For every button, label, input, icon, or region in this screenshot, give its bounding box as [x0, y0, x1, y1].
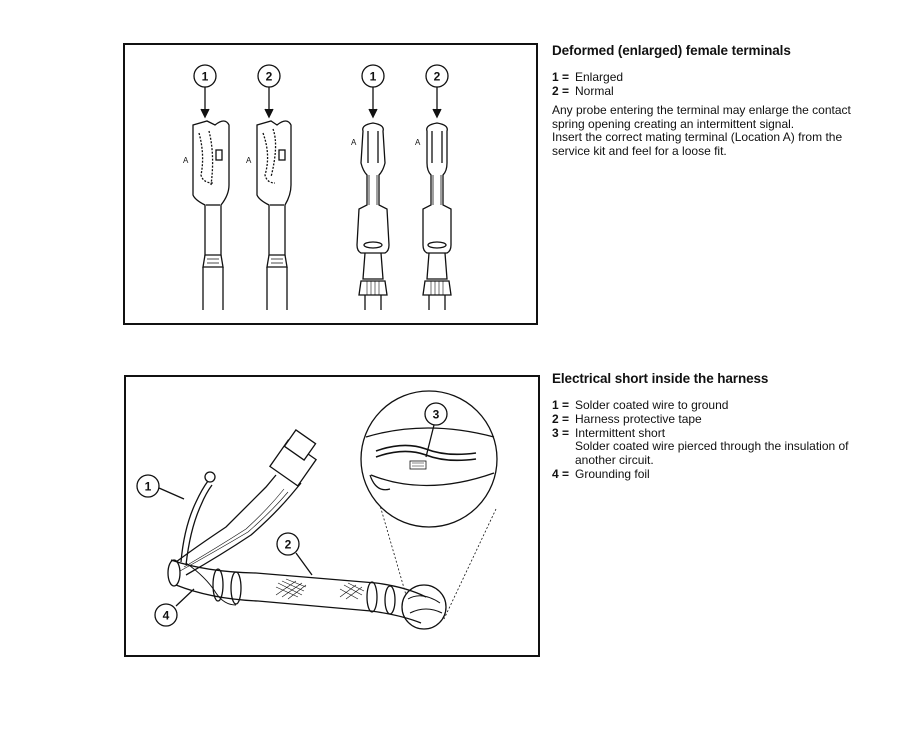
terminals-figure-panel [123, 43, 538, 325]
legend-number: 2 = [552, 412, 570, 426]
note-line: Any probe entering the terminal may enlarge the contact [552, 103, 851, 117]
location-a-label: A [183, 156, 189, 165]
location-a-label: A [415, 138, 421, 147]
svg-text:2: 2 [433, 69, 441, 84]
legend-label: Grounding foil [575, 467, 650, 481]
detail-line: another circuit. [575, 452, 654, 467]
note-line: service kit and feel for a loose fit. [552, 143, 727, 158]
callout-4 [155, 589, 194, 626]
callout-1 [137, 475, 184, 499]
legend-item [552, 467, 872, 481]
legend-item [552, 70, 872, 84]
callout-1-right [362, 65, 384, 117]
note-line: Insert the correct mating terminal (Location A) from the [552, 130, 843, 144]
terminal-front-normal [423, 123, 451, 310]
legend-number: 3 = [552, 426, 570, 440]
svg-text:1: 1 [144, 479, 152, 494]
legend-label: Solder coated wire to ground [575, 398, 729, 412]
section-harness-short [552, 372, 872, 481]
legend-number: 2 = [552, 84, 570, 98]
terminals-illustration [125, 45, 536, 323]
legend-item [552, 412, 872, 426]
note-line: spring opening creating an intermittent signal. [552, 116, 795, 131]
section-deformed-terminals [552, 44, 872, 158]
callout-2-left [258, 65, 280, 117]
terminal-front-enlarged [357, 123, 389, 310]
legend-number: 1 = [552, 398, 570, 412]
legend-label: Harness protective tape [575, 412, 702, 426]
detail-line: Solder coated wire pierced through the insulation of [575, 439, 849, 453]
location-a-label: A [246, 156, 252, 165]
legend-list [552, 398, 872, 440]
harness-figure-panel [124, 375, 540, 657]
legend-item [552, 426, 872, 440]
legend-label: Intermittent short [575, 426, 666, 440]
section-title: Deformed (enlarged) female terminals [552, 43, 791, 58]
svg-text:2: 2 [265, 69, 273, 84]
instruction-note [552, 104, 872, 158]
harness-main-tube [168, 560, 426, 623]
detail-loupe [402, 585, 446, 629]
location-a-label: A [351, 138, 357, 147]
svg-text:1: 1 [201, 69, 209, 84]
section-title: Electrical short inside the harness [552, 371, 769, 386]
legend-list [552, 70, 872, 98]
callout-2 [277, 533, 312, 575]
legend-item [552, 84, 872, 98]
callout-1-left [194, 65, 216, 117]
legend-label: Enlarged [575, 70, 624, 84]
callout-2-right [426, 65, 448, 117]
svg-text:3: 3 [432, 407, 440, 422]
legend-number: 4 = [552, 467, 570, 481]
legend-item-3-detail [552, 440, 872, 467]
legend-list [552, 467, 872, 481]
svg-text:1: 1 [369, 69, 377, 84]
legend-label: Normal [575, 84, 614, 98]
legend-number: 1 = [552, 70, 570, 84]
terminal-side-normal [257, 121, 291, 310]
harness-illustration [126, 377, 538, 655]
terminal-side-enlarged [193, 121, 229, 310]
svg-text:4: 4 [162, 608, 170, 623]
svg-text:2: 2 [284, 537, 292, 552]
legend-item [552, 398, 872, 412]
